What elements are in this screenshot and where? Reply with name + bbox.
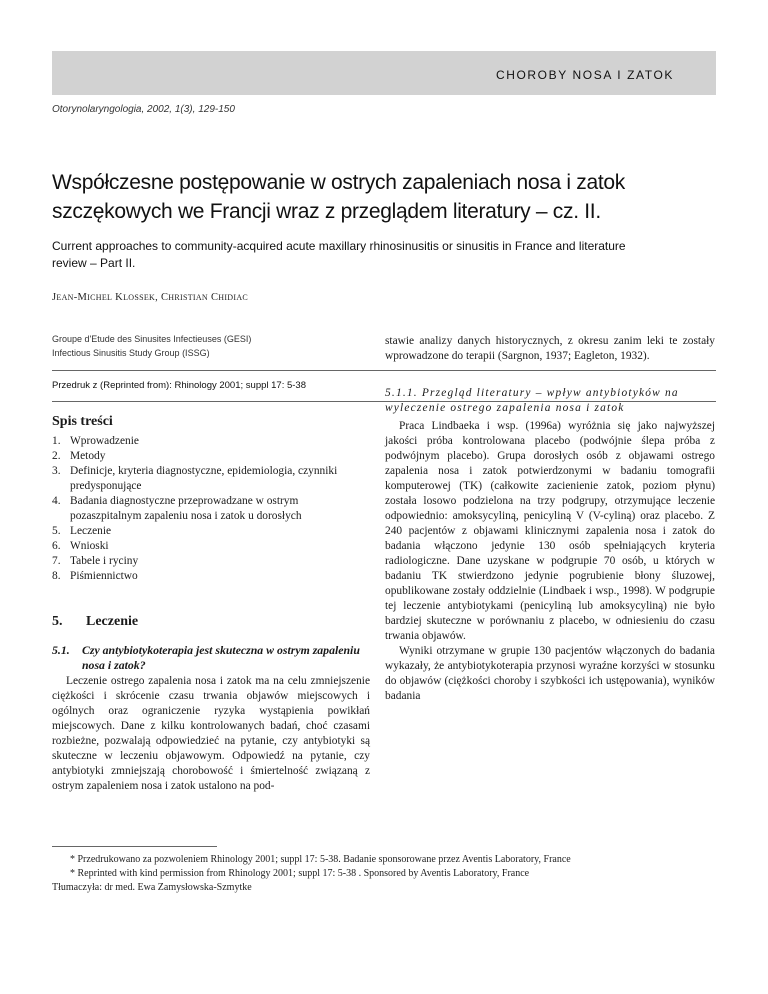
- author2-first-initial: C: [160, 292, 169, 303]
- header-band: [52, 51, 716, 95]
- toc-item: 8. Piśmiennictwo: [52, 570, 138, 582]
- author1-first-rest: EAN: [56, 293, 74, 302]
- subsection-heading: 5.1. Czy antybiotykoterapia jest skuteczna w ostrym zapaleniu nosa i zatok?: [52, 643, 360, 672]
- footnote-pl: * Przedrukowano za pozwoleniem Rhinology 2001; suppl 17: 5-38. Badanie sponsorowane przez Aventis Laboratory, France: [70, 854, 571, 865]
- affiliation: [52, 332, 251, 360]
- right-column: [385, 334, 715, 704]
- footnote-en: * Reprinted with kind permission from Rhinology 2001; suppl 17: 5-38 . Sponsored by Aventis Laboratory, France: [70, 868, 530, 879]
- author1-mid-rest: ICHEL: [87, 293, 113, 302]
- toc-title: Spis treści: [52, 414, 113, 429]
- article-title-english: Current approaches to community-acquired acute maxillary rhinosinusitis or sinusitis in France and literature review – Part II.: [52, 239, 626, 270]
- author1-last-initial: K: [115, 292, 124, 303]
- author1-last-rest: LOSSEK: [123, 293, 156, 302]
- section-heading: 5. Leczenie: [52, 614, 139, 629]
- toc-item: 5. Leczenie: [52, 525, 112, 537]
- toc-item: 4. Badania diagnostyczne przeprowadzane w ostrym pozaszpitalnym zapaleniu nosa i zatok u dorosłych: [52, 495, 302, 522]
- paragraph: Praca Lindbaeka i wsp. (1996a) wyróżnia się jako najwyższej jakości próba kontrolowana placebo (podwójnie ślepa próba z podwójnym placebo). Grupa dorosłych osób z objawami ostrego zapalenia nosa i zatok potwierdzonymi w badaniu tomografii komputerowej (TK) (całkowite zacienienie zatok, poziom płynu) została losowo podzielona na trzy podgrupy, otrzymujące leczenie odpowiednio: amoksycyliną, penicyliną V (V-cyliną) oraz placebo. Z 240 pacjentów z objawami klinicznymi zapalenia nosa i zatok do badania włączono jedynie 130 osób spełniających kryteria radiologiczne. Dane uzyskane w podgrupie 70 osób, u których w badaniu TK stwierdzono jedynie pogrubienie błony śluzowej, opublikowane zostały oddzielnie (Lindbaek i wsp., 1998). W podgrupie tej leczenie antybiotykami (penicyliną lub amoksycyliną) nie było bardziej skuteczne w porównaniu z placebo, w odniesieniu do czasu trwania objawów.: [385, 420, 715, 642]
- affiliation-line-en: Infectious Sinusitis Study Group (ISSG): [52, 348, 210, 358]
- article-title-polish: Współczesne postępowanie w ostrych zapaleniach nosa i zatok szczękowych we Francji wraz z przeglądem literatury – cz. II.: [52, 171, 625, 223]
- author1-mid-initial: M: [77, 292, 88, 303]
- paragraph: Leczenie ostrego zapalenia nosa i zatok ma na celu zmniejszenie ciężkości i skrócenie czasu trwania objawów miejscowych i ogólnych oraz ograniczenie ryzyka wystąpienia powikłań miejscowych. Dane z kilku kontrolowanych badań, choć czasami rozbieżne, pozwalają odpowiedzieć na pytanie, czy antybiotyki są skuteczne w leczeniu objawowym. Odpowiedź na pytanie, czy antybiotyki zmniejszają chorobowość i śmiertelność związaną z ostrym zapaleniem nosa i zatok ustalono na pod-: [52, 675, 370, 792]
- toc-item: 7. Tabele i ryciny: [52, 555, 139, 567]
- journal-citation: Otorynolaryngologia, 2002, 1(3), 129-150: [52, 104, 235, 115]
- footnote-rule: [52, 846, 217, 847]
- authors: JEAN-MICHEL KLOSSEK, CHRISTIAN CHIDIAC: [52, 292, 249, 303]
- section-label: CHOROBY NOSA I ZATOK: [495, 68, 674, 82]
- left-column: [52, 414, 370, 794]
- paragraph: Wyniki otrzymane w grupie 130 pacjentów włączonych do badania wykazały, że antybiotykoterapia przynosi wyraźne korzyści w stosunku do objawów (ciężkości choroby i szybkości ich ustępowania), wyników badania: [385, 645, 715, 702]
- author2-last-initial: C: [210, 292, 219, 303]
- toc-item: 2. Metody: [52, 450, 106, 462]
- toc-item: 3. Definicje, kryteria diagnostyczne, epidemiologia, czynniki predysponujące: [52, 465, 338, 492]
- author1-first-initial: J: [52, 292, 57, 303]
- translator-credit: Tłumaczyła: dr med. Ewa Zamysłowska-Szmytke: [52, 882, 252, 893]
- subsubsection-heading: 5.1.1. Przegląd literatury – wpływ antybiotyków na wyleczenie ostrego zapalenia nosa i zatok: [385, 387, 679, 414]
- toc-item: 1. Wprowadzenie: [52, 435, 139, 447]
- paragraph-continued: stawie analizy danych historycznych, z okresu zanim leki te zostały wprowadzone do terapii (Sargnon, 1937; Eagleton, 1932).: [385, 335, 715, 362]
- footnotes: [52, 853, 716, 895]
- reprint-note: Przedruk z (Reprinted from): Rhinology 2001; suppl 17: 5-38: [52, 380, 306, 391]
- author2-last-rest: HIDIAC: [218, 293, 249, 302]
- toc-item: 6. Wnioski: [52, 540, 109, 552]
- toc-list: [52, 434, 370, 584]
- affiliation-line-fr: Groupe d'Etude des Sinusites Infectieuses (GESI): [52, 334, 252, 344]
- author2-first-rest: HRISTIAN: [168, 293, 208, 302]
